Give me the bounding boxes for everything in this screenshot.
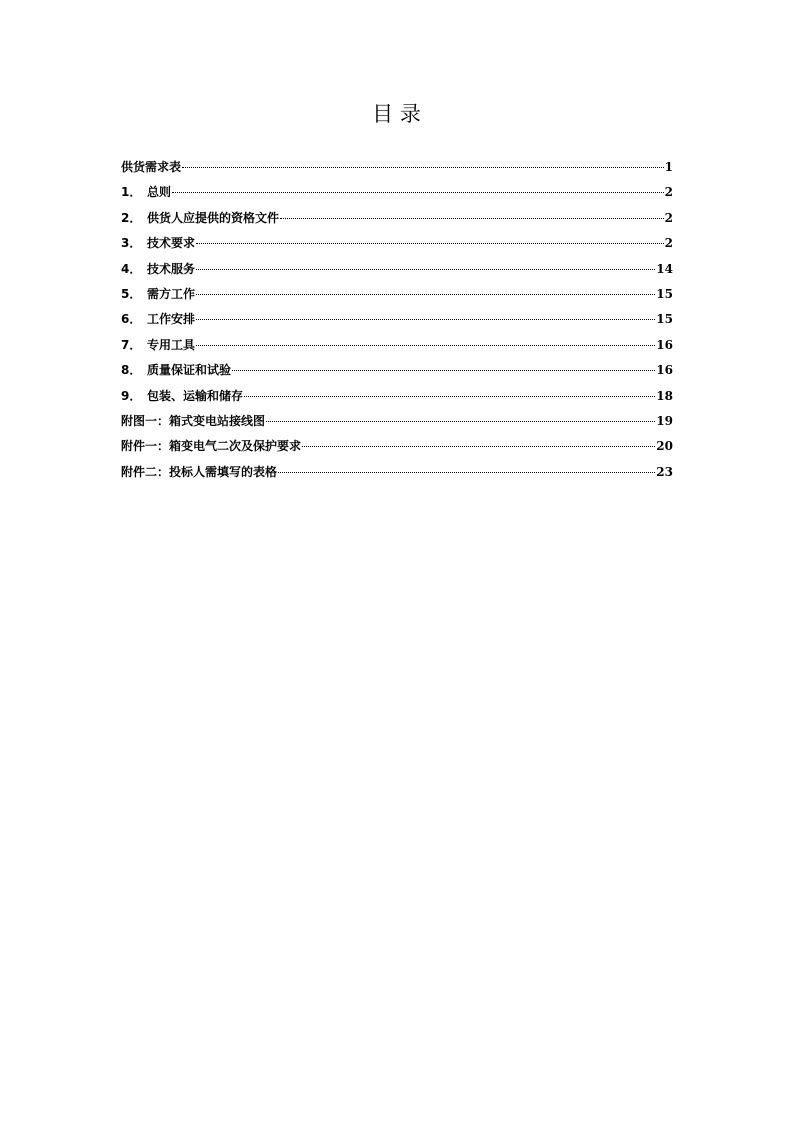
toc-entry-page: 16 [656, 363, 673, 378]
toc-entry[interactable] [121, 158, 673, 183]
toc-dot-leader [172, 192, 664, 193]
toc-entry-page: 15 [656, 312, 673, 327]
toc-list [121, 158, 673, 488]
toc-dot-leader [232, 370, 655, 371]
toc-entry[interactable] [121, 437, 673, 462]
toc-entry-number: 7． [121, 337, 142, 352]
toc-entry-number: 2． [121, 210, 142, 225]
toc-entry[interactable] [121, 463, 673, 488]
toc-entry-text: 供货人应提供的资格文件 [147, 210, 280, 225]
toc-dot-leader [244, 396, 655, 397]
toc-dot-leader [196, 243, 664, 244]
toc-entry-number: 6． [121, 312, 142, 327]
toc-entry-number: 8． [121, 363, 142, 378]
toc-dot-leader [302, 446, 655, 447]
toc-entry-text: 技术要求 [147, 236, 196, 251]
toc-title: 目 录 [372, 102, 421, 126]
toc-entry-number: 5． [121, 286, 142, 301]
toc-entry[interactable] [121, 260, 673, 285]
toc-entry-text: 供货需求表 [121, 160, 182, 174]
toc-entry-text: 专用工具 [147, 337, 196, 352]
toc-entry-text: 技术服务 [147, 261, 196, 276]
toc-entry-text: 总则 [147, 185, 172, 200]
toc-entry-text: 工作安排 [147, 312, 196, 327]
toc-dot-leader [196, 319, 655, 320]
toc-entry-page: 14 [656, 261, 673, 276]
toc-entry[interactable] [121, 387, 673, 412]
toc-entry[interactable] [121, 183, 673, 208]
toc-entry[interactable] [121, 209, 673, 234]
toc-entry-number: 1． [121, 185, 142, 200]
toc-entry[interactable] [121, 361, 673, 386]
toc-entry-text: 包装、运输和储存 [147, 388, 244, 403]
toc-entry-page: 2 [664, 210, 673, 225]
toc-dot-leader [182, 167, 664, 168]
toc-entry-page: 23 [656, 464, 673, 479]
toc-dot-leader [280, 218, 664, 219]
toc-entry-page: 19 [656, 413, 673, 428]
toc-entry-text: 附件一：箱变电气二次及保护要求 [121, 439, 302, 454]
toc-entry[interactable] [121, 285, 673, 310]
toc-entry-page: 16 [656, 337, 673, 352]
toc-entry-page: 18 [656, 388, 673, 403]
toc-entry-page: 2 [664, 236, 673, 251]
toc-entry-number: 3． [121, 236, 142, 251]
toc-entry[interactable] [121, 412, 673, 437]
toc-entry-text: 需方工作 [147, 286, 196, 301]
toc-entry-number: 4． [121, 261, 142, 276]
toc-entry[interactable] [121, 234, 673, 259]
toc-entry-text: 质量保证和试验 [147, 363, 232, 378]
toc-entry[interactable] [121, 310, 673, 335]
toc-entry-page: 20 [656, 439, 673, 454]
toc-dot-leader [278, 472, 655, 473]
toc-entry-page: 15 [656, 286, 673, 301]
toc-dot-leader [196, 294, 655, 295]
toc-entry-page: 1 [664, 160, 673, 174]
toc-entry[interactable] [121, 336, 673, 361]
toc-dot-leader [266, 421, 655, 422]
toc-dot-leader [196, 269, 655, 270]
toc-entry-text: 附图一：箱式变电站接线图 [121, 413, 266, 428]
toc-entry-page: 2 [664, 185, 673, 200]
toc-dot-leader [196, 345, 655, 346]
toc-entry-number: 9． [121, 388, 142, 403]
toc-entry-text: 附件二：投标人需填写的表格 [121, 464, 278, 479]
